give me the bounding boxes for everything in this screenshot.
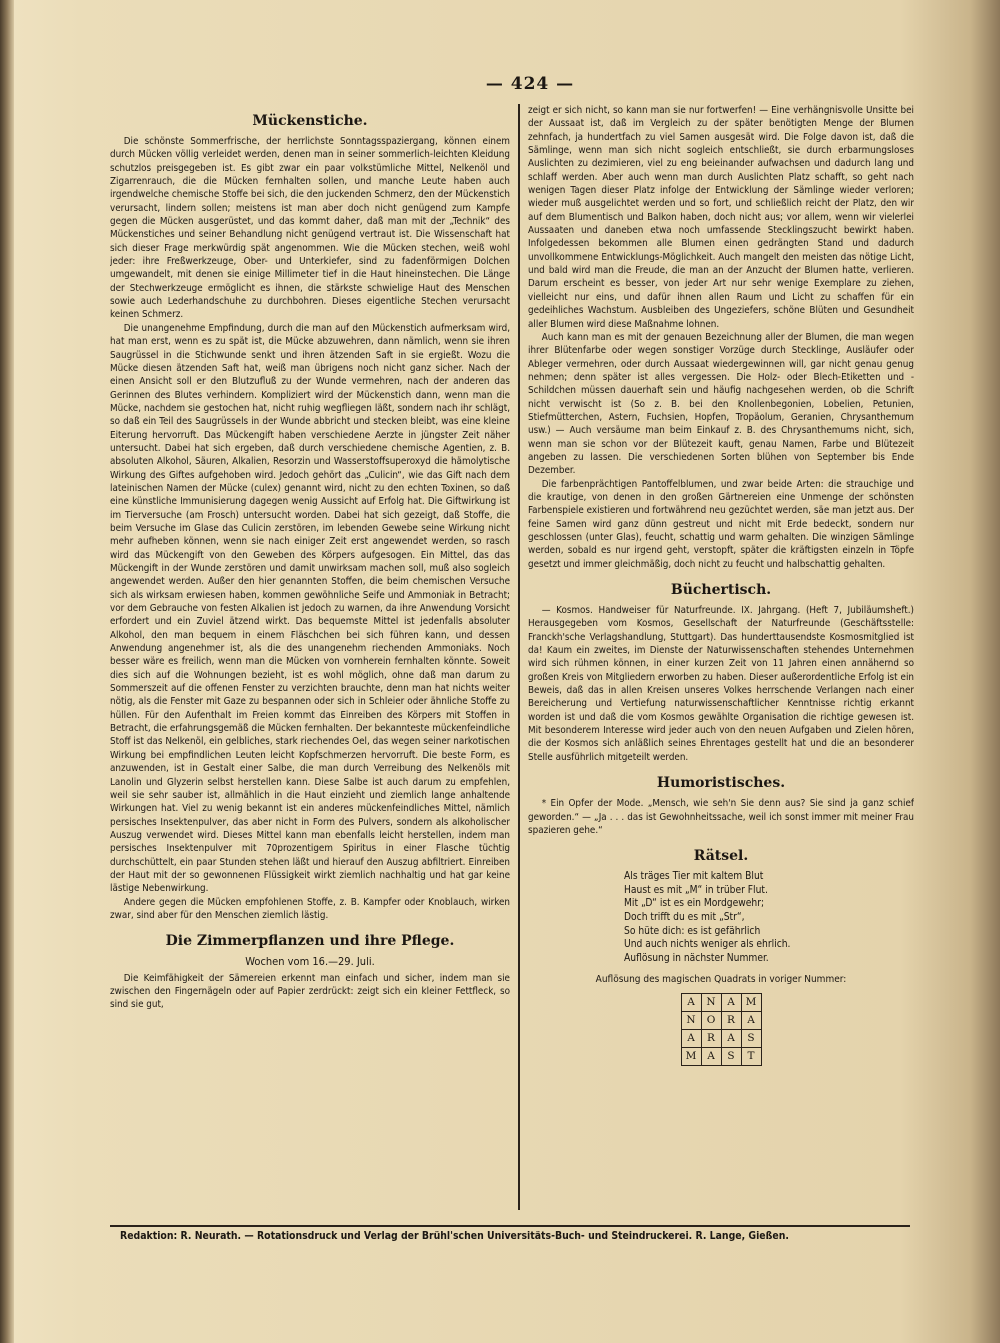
- right-column: [528, 104, 914, 1217]
- magic-square-cell: S: [721, 1047, 741, 1065]
- riddle-line: Und auch nichts weniger als ehrlich.: [624, 939, 791, 951]
- article-title-houseplants: Die Zimmerpflanzen und ihre Pflege.: [165, 933, 455, 950]
- magic-square-cell: M: [741, 993, 761, 1011]
- section-gap: [528, 764, 914, 772]
- page-binding-edge: [0, 0, 14, 1343]
- article-paragraph: Die farbenprächtigen Pantoffelblumen, und zwar beide Arten: die strauchige und die krautige, von denen in den großen Gärtnereien eine Unmenge der schönsten Farbenspiele existieren und fortwährend neu gezüchtet werden, säe man jetzt aus. Der feine Samen wird ganz dünn gestreut und nicht mit Erde bedeckt, sondern nur geschlossen (unter Glas), feucht, schattig und warm gehalten. Die winzigen Sämlinge werden, sobald es nur irgend geht, verstopft, später die kräftigsten einzeln in Töpfe gesetzt und immer gleichmäßig, doch nicht zu feucht und halbschattig gehalten.: [528, 478, 914, 570]
- footer-rule: [110, 1225, 910, 1227]
- article-paragraph: Die Keimfähigkeit der Sämereien erkennt man einfach und sicher, indem man sie zwischen den Fingernägeln oder auf Papier zerdrückt: zeigt sich ein kleiner Fettfleck, so sind sie gut,: [110, 972, 510, 1011]
- section-gap: [528, 571, 914, 579]
- magic-square-cell: A: [681, 993, 701, 1011]
- magic-square-grid: [681, 993, 762, 1066]
- article-title-mosquito-bites: Mückenstiche.: [252, 113, 368, 129]
- magic-square-cell: S: [741, 1029, 761, 1047]
- riddle-line: Doch trifft du es mit „Str“,: [624, 911, 745, 923]
- riddle-poem: [624, 870, 914, 965]
- imprint-footer: Redaktion: R. Neurath. — Rotationsdruck und Verlag der Brühl'schen Universitäts-Buch- und Steindruckerei. R. Lange, Gießen.: [120, 1230, 789, 1242]
- riddle-line: Als träges Tier mit kaltem Blut: [624, 871, 764, 883]
- magic-square-cell: T: [741, 1047, 761, 1065]
- magic-square-cell: A: [741, 1011, 761, 1029]
- magic-square-cell: R: [721, 1011, 741, 1029]
- section-title-books: Büchertisch.: [670, 582, 772, 599]
- article-paragraph: Andere gegen die Mücken empfohlenen Stoffe, z. B. Kampfer oder Knoblauch, wirken zwar, sind aber für den Menschen ziemlich lästig.: [110, 896, 510, 921]
- section-title-humor: Humoristisches.: [656, 775, 786, 792]
- magic-square-cell: N: [701, 993, 721, 1011]
- riddle-line: Mit „D“ ist es ein Mordgewehr;: [624, 898, 765, 910]
- magic-square-row: [681, 1011, 761, 1029]
- riddle-line: Haust es mit „M“ in trüber Flut.: [624, 884, 768, 896]
- section-gap: [110, 922, 510, 930]
- magic-square-row: [681, 993, 761, 1011]
- magic-square-cell: A: [701, 1047, 721, 1065]
- article-paragraph: zeigt er sich nicht, so kann man sie nur fortwerfen! — Eine verhängnisvolle Unsitte bei der Aussaat ist, daß im Vergleich zu der später benötigten Menge der Blumen zehnfach, ja hundertfach zu viel Samen ausgesät wird. Die Folge davon ist, daß die Sämlinge, wenn man sich nicht sogleich entschließt, sie durch erbarmungsloses Auslichten zu dezimieren, viel zu eng beieinander aufwachsen und dadurch lang und schlaff werden. Aber auch wenn man durch Auslichten Platz schafft, so geht nach wenigen Tagen dieser Platz infolge der Entwicklung der Sämlinge wieder verloren; wieder muß ausgelichtet werden und so fort, und schließlich reicht der Platz, den wir auf dem Blumentisch und Balkon haben, doch nicht aus; vor allem, wenn wir vielerlei Aussaaten und daneben etwa noch umfassende Stecklingszucht bewirkt haben. Infolgedessen bekommen alle Blumen einen gedrängten Stand und dadurch unvollkommene Entwicklungs-Möglichkeit. Auch mangelt den meisten das nötige Licht, und bald wird man die Freude, die man an der Anzucht der Blumen hatte, verlieren. Darum erscheint es besser, von jeder Art nur sehr wenige Exemplare zu ziehen, vielleicht nur eins, und dafür ihnen allen Raum und Licht zu schaffen für ein gedeihliches Wachstum. Ausbleiben des Ungeziefers, schöne Blüten und Gesundheit aller Blumen wird diese Maßnahme lohnen.: [528, 105, 914, 330]
- riddle-line: Auflösung in nächster Nummer.: [624, 952, 769, 964]
- article-paragraph: Auch kann man es mit der genauen Bezeichnung aller der Blumen, die man wegen ihrer Blütenfarbe oder wegen sonstiger Vorzüge durch Stecklinge, Ausläufer oder Ableger vermehren, oder durch Aussaat wiedergewinnen will, gar nicht genau genug nehmen; denn später ist alles vergessen. Die Holz- oder Blech-Etiketten und -Schildchen müssen dauerhaft sein und häufig nachgesehen werden, ob die Schrift nicht verwischt ist (So z. B. bei den Knollenbegonien, Lobelien, Petunien, Stiefmütterchen, Astern, Fuchsien, Hopfen, Tropäolum, Geranien, Chrysanthemum usw.) — Auch versäume man beim Einkauf z. B. des Chrysanthemums nicht, sich, wenn man sie schon vor der Blütezeit kauft, genau Namen, Farbe und Blütezeit angeben zu lassen. Die verschiedenen Sorten blühen von September bis Ende Dezember.: [528, 331, 914, 477]
- magic-square-caption: Auflösung des magischen Quadrats in voriger Nummer:: [595, 974, 847, 986]
- magic-square-cell: O: [701, 1011, 721, 1029]
- riddle-line: So hüte dich: es ist gefährlich: [624, 925, 761, 937]
- humor-paragraph: * Ein Opfer der Mode. „Mensch, wie seh'n Sie denn aus? Sie sind ja ganz schief geworden.“ — „Ja . . . das ist Gewohnheitssache, weil ich sonst immer mit meiner Frau spazieren gehe.“: [528, 798, 914, 836]
- magic-square-cell: R: [701, 1029, 721, 1047]
- book-review-paragraph: — Kosmos. Handweiser für Naturfreunde. IX. Jahrgang. (Heft 7, Jubiläumsheft.) Herausgegeben vom Kosmos, Gesellschaft der Naturfreunde (Geschäftsstelle: Franckh'sche Verlagshandlung, Stuttgart). Das hunderttausendste Kosmosmitglied ist da! Kaum ein zweites, im Dienste der Naturwissenschaften stehendes Unternehmen wird sich rühmen können, in einer kurzen Zeit von 11 Jahren einen annähernd so großen Kreis von Mitgliedern erworben zu haben. Dieser außerordentliche Erfolg ist ein Beweis, daß das in allen Kreisen unseres Volkes herrschende Verlangen nach einer Bereicherung und Vertiefung naturwissenschaftlicher Kenntnisse richtig erkannt worden ist und daß die vom Kosmos gewählte Organisation die richtige gewesen ist. Mit besonderem Interesse wird jeder auch von den neuen Aufgaben und Zielen hören, die der Kosmos sich anläßlich seines Ehrentages gestellt hat und die an besonderer Stelle ausführlich mitgeteilt werden.: [528, 605, 914, 763]
- article-paragraph: Die unangenehme Empfindung, durch die man auf den Mückenstich aufmerksam wird, hat man erst, wenn es zu spät ist, die Mücke abzuwehren, dann nämlich, wenn sie ihren Saugrüssel in die Stichwunde senkt und ihren ätzenden Saft in sie ergießt. Wozu die Mücke diesen ätzenden Saft hat, weiß man übrigens noch nicht ganz sicher. Nach der einen Ansicht soll er den Blutzufluß zu der Wunde vermehren, nach der anderen das Gerinnen des Blutes verhindern. Kompliziert wird der Mückenstich dann, wenn man die Mücke, nachdem sie gestochen hat, nicht ruhig wegfliegen läßt, sondern nach ihr schlägt, so daß ein Teil des Saugrüssels in der Wunde abbricht und stecken bleibt, was eine kleine Eiterung hervorruft. Das Mückengift haben verschiedene Aerzte in jüngster Zeit näher untersucht. Dabei hat sich ergeben, daß durch verschiedene chemische Agentien, z. B. absoluten Alkohol, Säuren, Alkalien, Resorzin und Wasserstoffsuperoxyd die hämolytische Wirkung des Giftes aufgehoben wird. Jedoch gehört das „Culicin“, wie das Gift nach dem lateinischen Namen der Mücke (culex) genannt wird, nicht zu den echten Toxinen, so daß eine künstliche Immunisierung dagegen wenig Aussicht auf Erfolg hat. Die Giftwirkung ist im Tierversuche (am Frosch) untersucht worden. Dabei hat sich gezeigt, daß Stoffe, die beim Versuche im Glase das Culicin zerstören, im lebenden Gewebe seine Wirkung nicht mehr aufheben können, wenn sie nach einiger Zeit erst angewendet werden, so rasch wird das Mückengift von den Geweben des Körpers aufgesogen. Ein Mittel, das das Mückengift in der Wunde zerstören und damit unwirksam machen soll, muß also sogleich angewendet werden. Außer den hier genannten Stoffen, die beim chemischen Versuche sich als wirksam erwiesen haben, kommen gewöhnliche Seife und Ammoniak in Betracht; vor dem Gebrauche von festen Alkalien ist jedoch zu warnen, da ihre Anwendung Vorsicht erfordert und ein Zuviel ätzend wirkt. Das bequemste Mittel ist jedenfalls absoluter Alkohol, den man bequem in einem Fläschchen bei sich führen kann, und dessen Anwendung angenehmer ist, als die des unangenehm riechenden Ammoniaks. Noch besser wäre es freilich, wenn man die Mücken von vornherein fernhalten könnte. Soweit dies sich auf die Wohnungen bezieht, ist es wohl möglich, ohne daß man darum zu Sommerszeit auf die offenen Fenster zu verzichten brauchte, denn man hat nichts weiter nötig, als die Fenster mit Gaze zu bespannen oder sich in Schleier oder ähnliche Stoffe zu hüllen. Für den Aufenthalt im Freien kommt das Einreiben des Körpers mit Stoffen in Betracht, die erfahrungsgemäß die Mücken fernhalten. Der bekannteste mückenfeindliche Stoff ist das Nelkenöl, ein gelbliches, stark riechendes Oel, das wegen seiner narkotischen Wirkung bei empfindlichen Leuten leicht Kopfschmerzen hervorruft. Die beste Form, es anzuwenden, ist in Gestalt einer Salbe, die man durch Verreibung des Nelkenöls mit Lanolin und Glyzerin selbst herstellen kann. Diese Salbe ist auch darum zu empfehlen, weil sie sehr sauber ist, allmählich in die Haut einzieht und ziemlich lange anhaltende Wirkungen hat. Viel zu wenig bekannt ist ein anderes mückenfeindliches Mittel, nämlich persisches Insektenpulver, das aber nicht in Form des Pulvers, sondern als alkoholischer Auszug verwendet wird. Dieses Mittel kann man ebenfalls leicht herstellen, indem man persisches Insektenpulver mit 70prozentigem Spiritus in einer Flasche tüchtig durchschüttelt, ein paar Stunden stehen läßt und hierauf den Auszug abfiltriert. Einreiben der Haut mit der so gewonnenen Flüssigkeit wirkt ziemlich nachhaltig und hat gar keine lästige Nebenwirkung.: [110, 322, 510, 895]
- magic-square-row: [681, 1029, 761, 1047]
- magic-square-cell: N: [681, 1011, 701, 1029]
- column-divider: [518, 104, 520, 1210]
- magic-square-cell: A: [681, 1029, 701, 1047]
- section-title-riddle: Rätsel.: [693, 848, 749, 865]
- left-column: [110, 104, 510, 1217]
- magic-square-cell: A: [721, 1029, 741, 1047]
- article-subtitle-weeks: Wochen vom 16.—29. Juli.: [245, 955, 375, 969]
- page-number: — 424 —: [485, 74, 575, 94]
- article-paragraph: Die schönste Sommerfrische, der herrlichste Sonntagsspaziergang, können einem durch Mücken völlig verleidet werden, denen man in seiner sommerlich-leichten Kleidung schutzlos preisgegeben ist. Es gibt zwar ein paar volkstümliche Mittel, Nelkenöl und Zigarrenrauch, die die Mücken fernhalten sollen, und manche Leute haben auch irgendwelche chemische Stoffe bei sich, die den juckenden Schmerz, den der Mückenstich verursacht, lindern sollen; meistens ist man aber doch nicht genügend zum Kampfe gegen die Mücken ausgerüstet, und das kommt daher, daß man mit der „Technik“ des Mückenstiches und seiner Behandlung nicht genügend vertraut ist. Die Wissenschaft hat sich dieser Frage merkwürdig spät angenommen. Wie die Mücken stechen, weiß wohl jeder: ihre Freßwerkzeuge, Ober- und Unterkiefer, sind zu fadenförmigen Dolchen umgewandelt, mit denen sie einige Millimeter tief in die Haut hineinstechen. Die Länge der Stechwerkzeuge ermöglicht es ihnen, die stärkste schwielige Haut des Menschen sowie auch Lederhandschuhe zu durchbohren. Dieses eigentliche Stechen verursacht keinen Schmerz.: [110, 136, 510, 321]
- magic-square-cell: A: [721, 993, 741, 1011]
- section-gap: [528, 837, 914, 845]
- magic-square-cell: M: [681, 1047, 701, 1065]
- magic-square-row: [681, 1047, 761, 1065]
